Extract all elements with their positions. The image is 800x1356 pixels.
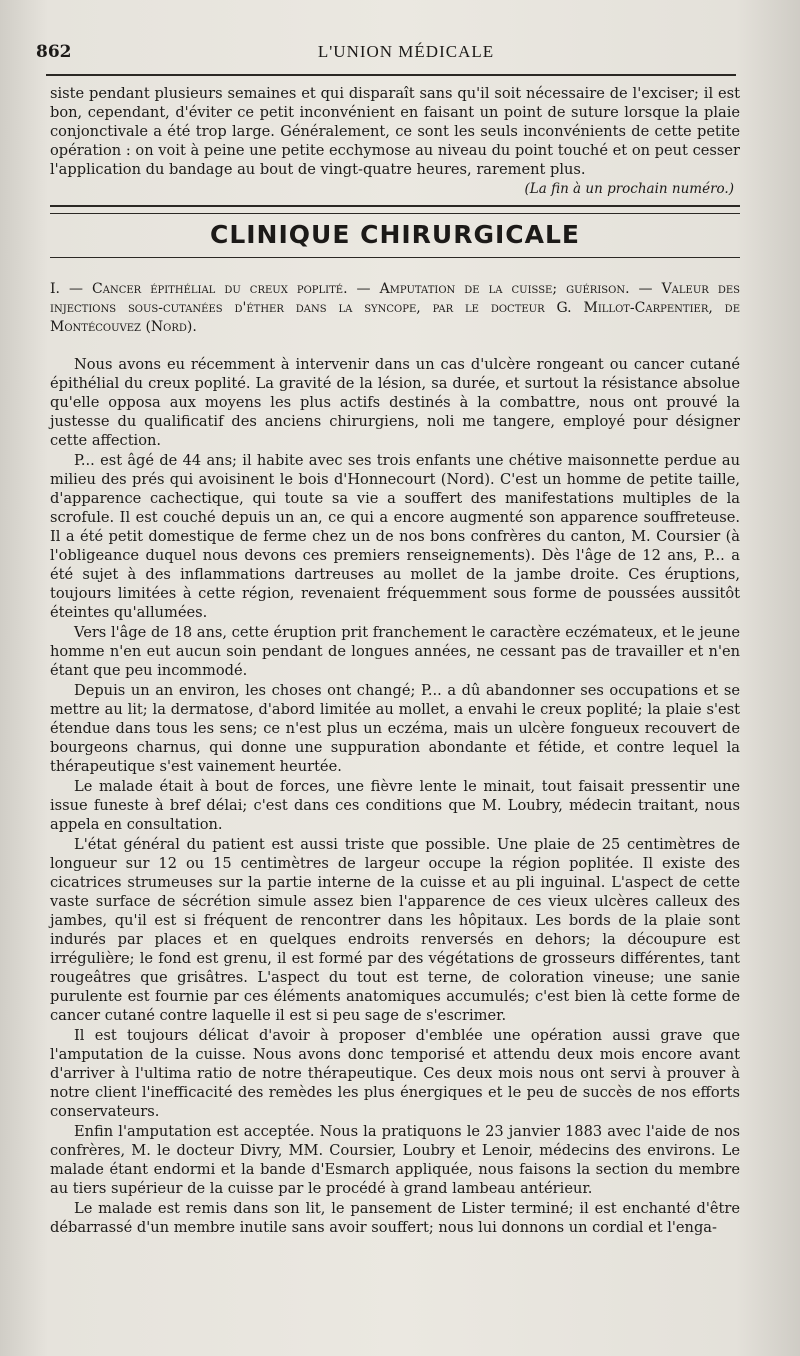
body-paragraph: Depuis un an environ, les choses ont changé; P... a dû abandonner ses occupations et se mettre au lit; la dermatose, d'abord limitée au mollet, a envahi le creux poplité; la plaie s'est étendue dans tous les sens; ce n'est plus un eczéma, mais un ulcère fongueux recouvert de bourgeons charnus, qui donne une suppuration abondante et fétide, et contre lequel la thérapeutique s'est vainement heurtée.: [50, 682, 740, 775]
body-paragraph: Il est toujours délicat d'avoir à proposer d'emblée une opération aussi grave que l'amputation de la cuisse. Nous avons donc temporisé et attendu deux mois encore avant d'arriver à l'ultima ratio de notre thérapeutique. Ces deux mois nous ont servi à prouver à notre client l'inefficacité des remèdes les plus énergiques et le peu de succès de nos efforts conservateurs.: [50, 1027, 740, 1120]
page-number: 862: [36, 42, 72, 62]
section-divider: [50, 205, 740, 214]
body-paragraph: Le malade était à bout de forces, une fièvre lente le minait, tout faisait pressentir une issue funeste à bref délai; c'est dans ces conditions que M. Loubry, médecin traitant, nous appela en consultation.: [50, 778, 740, 833]
continuation-note: (La fin à un prochain numéro.): [524, 181, 734, 197]
body-paragraph: P... est âgé de 44 ans; il habite avec ses trois enfants une chétive maisonnette perdue au milieu des prés qui avoisinent le bois d'Honnecourt (Nord). C'est un homme de petite taille, d'apparence cachectique, qui toute sa vie a souffert des manifestations multiples de la scrofule. Il est couché depuis un an, ce qui a encore augmenté son apparence souffreteuse. Il a été petit domestique de ferme chez un de nos bons confrères du canton, M. Coursier (à l'obligeance duquel nous devons ces premiers renseignements). Dès l'âge de 12 ans, P... a été sujet à des inflammations dartreuses au mollet de la jambe droite. Ces éruptions, toujours limitées à cette région, revenaient fréquemment sous forme de poussées aussitôt éteintes qu'allumées.: [50, 452, 740, 621]
header-rule: [46, 74, 736, 76]
section-title-rule: [50, 257, 740, 258]
article-heading: I. — Cancer épithélial du creux poplité. — Amputation de la cuisse; guérison. — Valeur des injections sous-cutanées d'éther dans la syncope, par le docteur G. Millot-Carpentier, de Montécouvez (Nord).: [50, 281, 740, 335]
body-paragraph: L'état général du patient est aussi triste que possible. Une plaie de 25 centimètres de longueur sur 12 ou 15 centimètres de largeur occupe la région poplitée. Il existe des cicatrices strumeuses sur la partie interne de la cuisse et au pli inguinal. L'aspect de cette vaste surface de sécrétion simule assez bien l'apparence de ces vieux ulcères calleux des jambes, qu'il est si fréquent de rencontrer dans les hôpitaux. Les bords de la plaie sont indurés par places et en quelques endroits renversés en dehors; la découpure est irrégulière; le fond est grenu, il est formé par des végétations de grosseurs différentes, tant rougeâtres que grisâtres. L'aspect du tout est terne, de coloration vineuse; une sanie purulente est fournie par ces éléments anatomiques accumulés; c'est bien là cette forme de cancer cutané contre laquelle il est si peu sage de s'escrimer.: [50, 836, 740, 1024]
page-header: [36, 40, 776, 68]
section-title: CLINIQUE CHIRURGICALE: [209, 220, 581, 249]
page-content: [50, 84, 740, 1237]
running-title: L'UNION MÉDICALE: [317, 42, 495, 61]
body-paragraph: Enfin l'amputation est acceptée. Nous la pratiquons le 23 janvier 1883 avec l'aide de nos confrères, M. le docteur Divry, MM. Coursier, Loubry et Lenoir, médecins des environs. Le malade étant endormi et la bande d'Esmarch appliquée, nous faisons la section du membre au tiers supérieur de la cuisse par le procédé à grand lambeau antérieur.: [50, 1123, 740, 1197]
intro-paragraph: siste pendant plusieurs semaines et qui disparaît sans qu'il soit nécessaire de l'exciser; il est bon, cependant, d'éviter ce petit inconvénient en faisant un point de suture lorsque la plaie conjonctivale a été trop large. Généralement, ce sont les seuls inconvénients de cette petite opération : on voit à peine une petite ecchymose au niveau du point touché et on peut cesser l'application du bandage au bout de vingt-quatre heures, rarement plus.: [50, 85, 740, 178]
body-paragraph: Vers l'âge de 18 ans, cette éruption prit franchement le caractère eczémateux, et le jeune homme n'en eut aucun soin pendant de longues années, ne cessant pas de travailler et n'en étant que peu incommodé.: [50, 624, 740, 679]
body-paragraph: Le malade est remis dans son lit, le pansement de Lister terminé; il est enchanté d'être débarrassé d'un membre inutile sans avoir souffert; nous lui donnons un cordial et l'enga-: [50, 1200, 740, 1236]
body-paragraph: Nous avons eu récemment à intervenir dans un cas d'ulcère rongeant ou cancer cutané épithélial du creux poplité. La gravité de la lésion, sa durée, et surtout la résistance absolue qu'elle opposa aux moyens les plus actifs destinés à la combattre, nous ont prouvé la justesse du qualificatif des anciens chirurgiens, noli me tangere, employé pour désigner cette affection.: [50, 356, 740, 449]
